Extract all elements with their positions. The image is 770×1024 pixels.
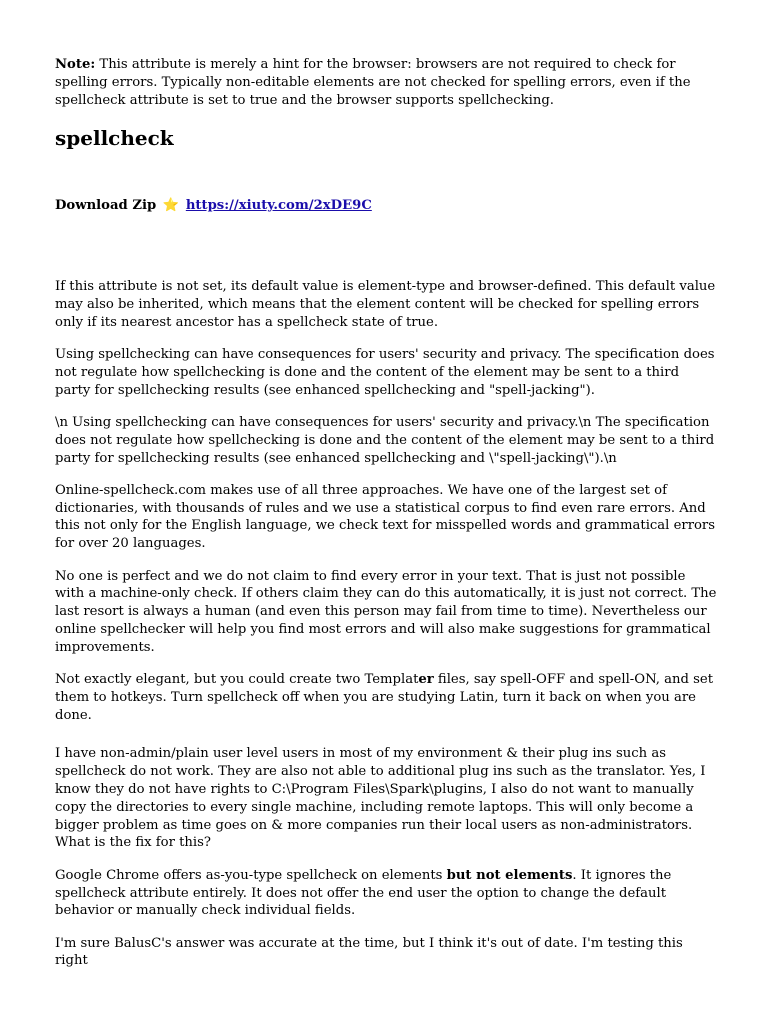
paragraph-no-one-perfect: No one is perfect and we do not claim to find every error in your text. That is just not possible with a machine-only check. If others claim they can do this automatically, it is just not correct. The last resort is always a human (and even this person may fail from time to time). Nevertheless our online spellchecker will help you find most errors and will also make suggestions for grammatical improvements. — [55, 568, 717, 655]
section-heading: spellcheck — [55, 126, 174, 151]
paragraph-security-escaped: \n Using spellchecking can have consequences for users' security and privacy.\n The specification does not regulate how spellchecking is done and the content of the element may be sent to a third party for spellchecking results (see enhanced spellchecking and \"spell-jacking\").\n — [55, 414, 715, 466]
paragraph-balusc: I'm sure BalusC's answer was accurate at the time, but I think it's out of date. I'm testing this right — [55, 935, 683, 969]
spacer — [55, 215, 717, 278]
paragraph-online-spellcheck: Online-spellcheck.com makes use of all three approaches. We have one of the largest set of dictionaries, with thousands of rules and we use a statistical corpus to find even rare errors. And this not only for the English language, we check text for misspelled words and grammatical errors for over 20 languages. — [55, 482, 716, 552]
note-label: Note: — [55, 57, 96, 72]
star-icon: ⭐ — [162, 198, 180, 214]
download-line — [55, 197, 717, 215]
download-link[interactable]: https://xiuty.com/2xDE9C — [185, 198, 372, 214]
paragraph-non-admin: I have non-admin/plain user level users in most of my environment & their plug ins such as spellcheck do not work. They are also not able to additional plug ins such as the translator. Yes, I know they do not have rights to C:\Program Files\Spark\plugins, I also do not want to manually copy the directories to every single machine, including remote laptops. This will only become a bigger problem as time goes on & more companies run their local users as non-administrators. What is the fix for this? — [55, 746, 706, 851]
templater-text-before: Not exactly elegant, but you could create two Templat — [55, 672, 419, 688]
chrome-bold: but not elements — [446, 867, 573, 883]
chrome-text-after: . It ignores the spellcheck attribute entirely. It does not offer the end user the option to change the default behavior or manually check individual fields. — [55, 867, 672, 919]
note-text: This attribute is merely a hint for the browser: browsers are not required to check for spelling errors. Typically non-editable elements are not checked for spelling errors, even if the spellcheck attribute is set to true and the browser supports spellchecking. — [55, 57, 691, 108]
paragraph-security: Using spellchecking can have consequences for users' security and privacy. The specification does not regulate how spellchecking is done and the content of the element may be sent to a third party for spellchecking results (see enhanced spellchecking and "spell-jacking"). — [55, 347, 715, 398]
note-paragraph — [55, 56, 717, 109]
paragraph-chrome — [55, 867, 717, 920]
paragraph-default-value: If this attribute is not set, its default value is element-type and browser-defined. This default value may also be inherited, which means that the element content will be checked for spelling errors only if its nearest ancestor has a spellcheck state of true. — [55, 279, 716, 330]
download-label: Download Zip — [55, 198, 157, 214]
templater-text-after: files, say spell-OFF and spell-ON, and set them to hotkeys. Turn spellcheck off when you are studying Latin, turn it back on when you are done. — [55, 672, 714, 723]
paragraph-templater — [55, 671, 717, 724]
document-page — [55, 56, 717, 985]
chrome-text-before: Google Chrome offers as-you-type spellcheck on elements — [55, 867, 447, 883]
templater-bold: er — [418, 672, 434, 688]
